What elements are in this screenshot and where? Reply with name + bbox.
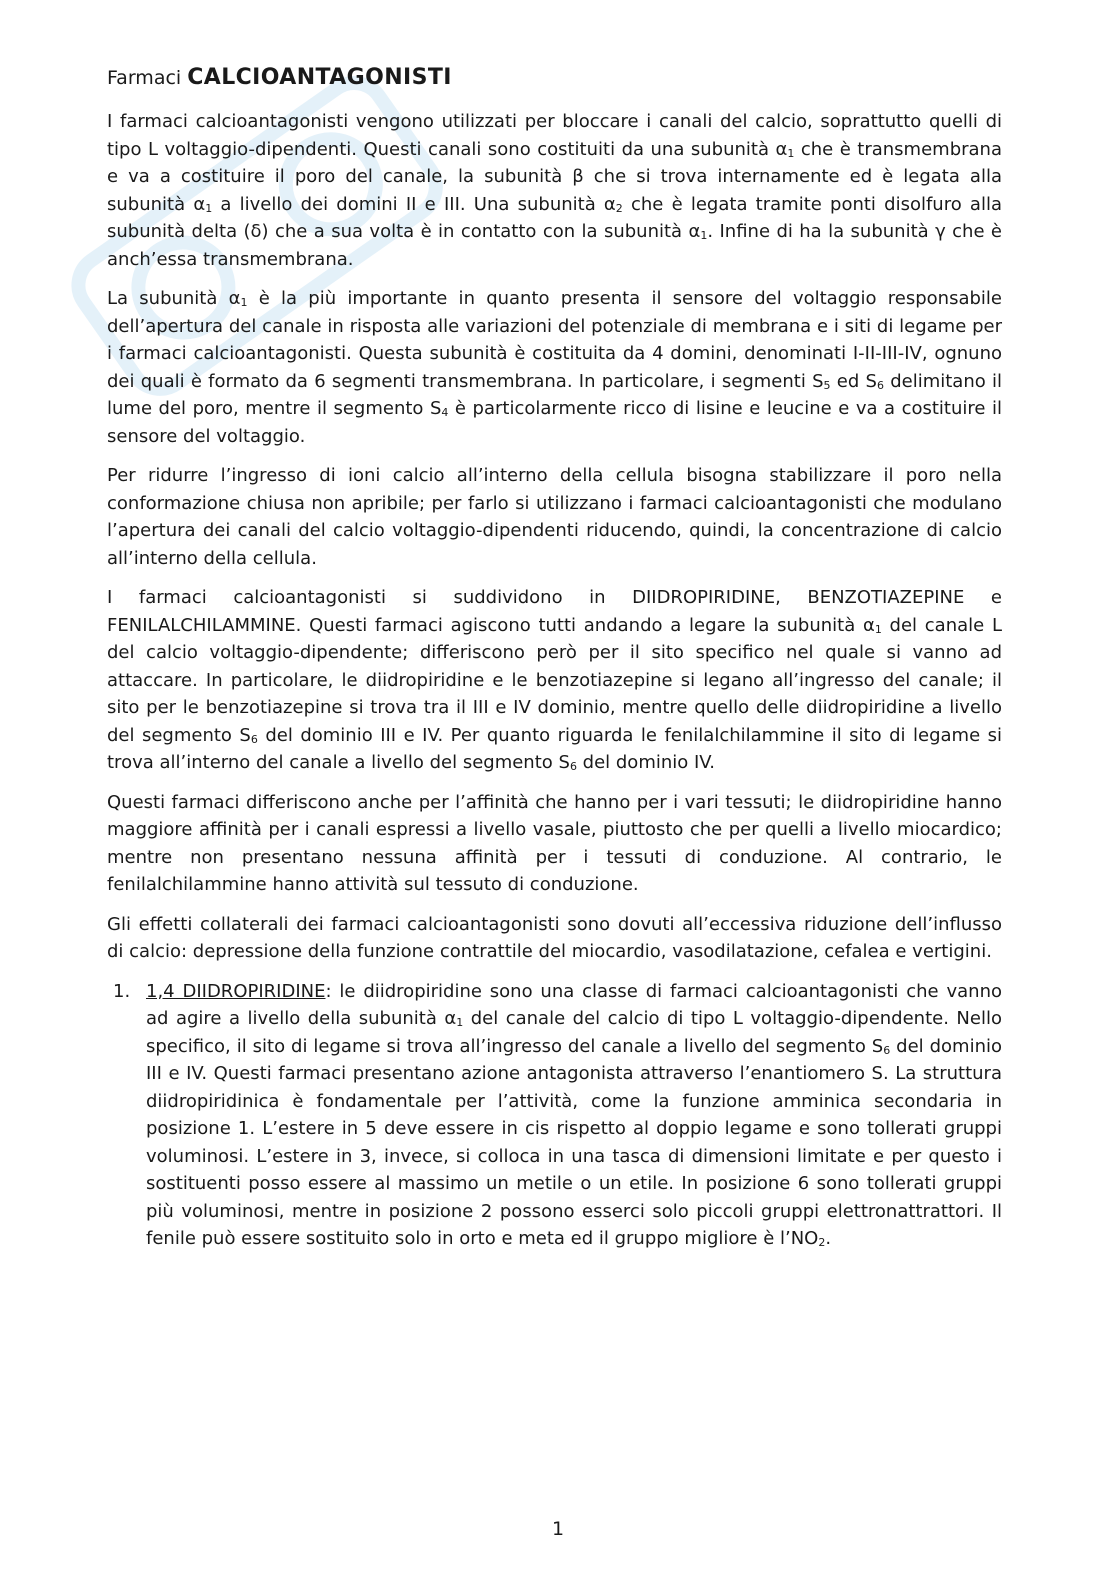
text-run: del canale del calcio di tipo L voltaggio-dipendente. Nello specifico, il sito di legame si trova all’ingresso del canale a livello del segmento S (146, 1008, 1002, 1057)
subscript: 4 (441, 406, 449, 419)
text-run: . Infine di ha la subunità γ che è anch’essa transmembrana. (107, 221, 1002, 270)
subscript: 6 (250, 732, 258, 746)
subscript: 5 (823, 378, 831, 392)
subscript: 1 (240, 296, 248, 309)
text-run: a livello dei domini II e III. Una subunità α (212, 193, 616, 215)
text-run: è la più importante in quanto presenta il sensore del voltaggio responsabile dell’apertura del canale in risposta alle variazioni del potenziale di membrana e i siti di legame per i farmaci calcioantagonisti. Questa subunità è costituita da 4 domini, denominati I-II-III-IV, ognuno dei quali è formato da 6 segmenti transmembrana. In particolare, i segmenti S (107, 288, 1003, 392)
list-item-number: 1. (113, 980, 131, 1002)
numbered-list (107, 978, 1002, 1253)
subscript: 1 (700, 229, 708, 242)
text-run: del dominio III e IV. Questi farmaci presentano azione antagonista attraverso l’enantiomero S. La struttura diidropiridinica è fondamentale per l’attività, come la funzione amminica secondaria in posizione 1. L’estere in 5 deve essere in cis rispetto al doppio legame e sono tollerati gruppi voluminosi. L’estere in 3, invece, si colloca in una tasca di dimensioni limitate e per questo i sostituenti posso essere al massimo un metile o un etile. In posizione 6 sono tollerati gruppi più voluminosi, mentre in posizione 2 possono esserci solo piccoli gruppi elettronattrattori. Il fenile può essere sostituito solo in orto e meta ed il gruppo migliore è l’NO (146, 1035, 1002, 1249)
text-run: Per ridurre l’ingresso di ioni calcio all’interno della cellula bisogna stabilizzare il poro nella conformazione chiusa non apribile; per farlo si utilizzano i farmaci calcioantagonisti che modulano l’apertura dei canali del calcio voltaggio-dipendenti riducendo, quindi, la concentrazione di calcio all’interno della cellula. (107, 465, 1002, 569)
text-run: è particolarmente ricco di lisine e leucine e va a costituire il sensore del voltaggio. (107, 398, 1002, 447)
title-main: CALCIOANTAGONISTI (187, 65, 452, 90)
page-title (107, 64, 1002, 92)
subscript: 6 (569, 760, 577, 773)
subscript: 1 (787, 146, 795, 160)
subscript: 2 (615, 201, 623, 215)
subscript: 1 (456, 1016, 464, 1029)
text-run: . (825, 1228, 832, 1249)
paragraph (107, 108, 1002, 273)
text-run: che è transmembrana e va a costituire il poro del canale, la subunità β che si trova internamente ed è legata alla subunità α (107, 138, 1002, 215)
text-run: del canale L del calcio voltaggio-dipendente; differiscono però per il sito specifico nel quale si vanno ad attaccare. In particolare, le diidropiridine e le benzotiazepine si legano all’ingresso del canale; il sito per le benzotiazepine si trova tra il III e IV dominio, mentre quello delle diidropiridine a livello del segmento S (107, 614, 1002, 746)
text-run: Questi farmaci differiscono anche per l’affinità che hanno per i vari tessuti; le diidropiridine hanno maggiore affinità per i canali espressi a livello vasale, piuttosto che per quelli a livello miocardico; mentre non presentano nessuna affinità per i tessuti di conduzione. Al contrario, le fenilalchilammine hanno attività sul tessuto di conduzione. (107, 791, 1002, 895)
paragraph (107, 285, 1002, 450)
text-run: del dominio III e IV. Per quanto riguarda le fenilalchilammine il sito di legame si trova all’interno del canale a livello del segmento S (107, 724, 1002, 773)
subscript: 6 (876, 378, 884, 392)
text-run: I farmaci calcioantagonisti si suddividono in DIIDROPIRIDINE, BENZOTIAZEPINE e FENILALCHILAMMINE. Questi farmaci agiscono tutti andando a legare la subunità α (107, 587, 1002, 636)
underlined-heading: 1,4 DIIDROPIRIDINE (146, 980, 326, 1002)
paragraph (107, 462, 1002, 572)
subscript: 1 (205, 201, 213, 215)
text-run: : le diidropiridine sono una classe di farmaci calcioantagonisti che vanno ad agire a livello della subunità α (146, 980, 1002, 1029)
text-run: ed S (830, 370, 877, 392)
document-body (107, 64, 1002, 1253)
text-run: del dominio IV. (576, 752, 716, 773)
paragraph (107, 789, 1002, 899)
page-number: 1 (551, 1518, 565, 1540)
paragraphs (107, 108, 1002, 966)
text-run: delimitano il lume del poro, mentre il segmento S (107, 370, 1002, 419)
list-item-text (146, 978, 1002, 1253)
paragraph (107, 584, 1002, 777)
text-run: Gli effetti collaterali dei farmaci calcioantagonisti sono dovuti all’eccessiva riduzione dell’influsso di calcio: depressione della funzione contrattile del miocardio, vasodilatazione, cefalea e vertigini. (107, 913, 1002, 962)
subscript: 6 (883, 1043, 891, 1057)
text-run: I farmaci calcioantagonisti vengono utilizzati per bloccare i canali del calcio, soprattutto quelli di tipo L voltaggio-dipendenti. Questi canali sono costituiti da una subunità α (107, 111, 1002, 160)
paragraph (107, 911, 1002, 966)
list-item (107, 978, 1002, 1253)
text-run: La subunità α (107, 288, 241, 309)
subscript: 1 (874, 622, 882, 636)
text-run: che è legata tramite ponti disolfuro alla subunità delta (δ) che a sua volta è in contatto con la subunità α (107, 193, 1002, 242)
title-prefix: Farmaci (107, 67, 182, 89)
subscript: 2 (818, 1236, 826, 1249)
